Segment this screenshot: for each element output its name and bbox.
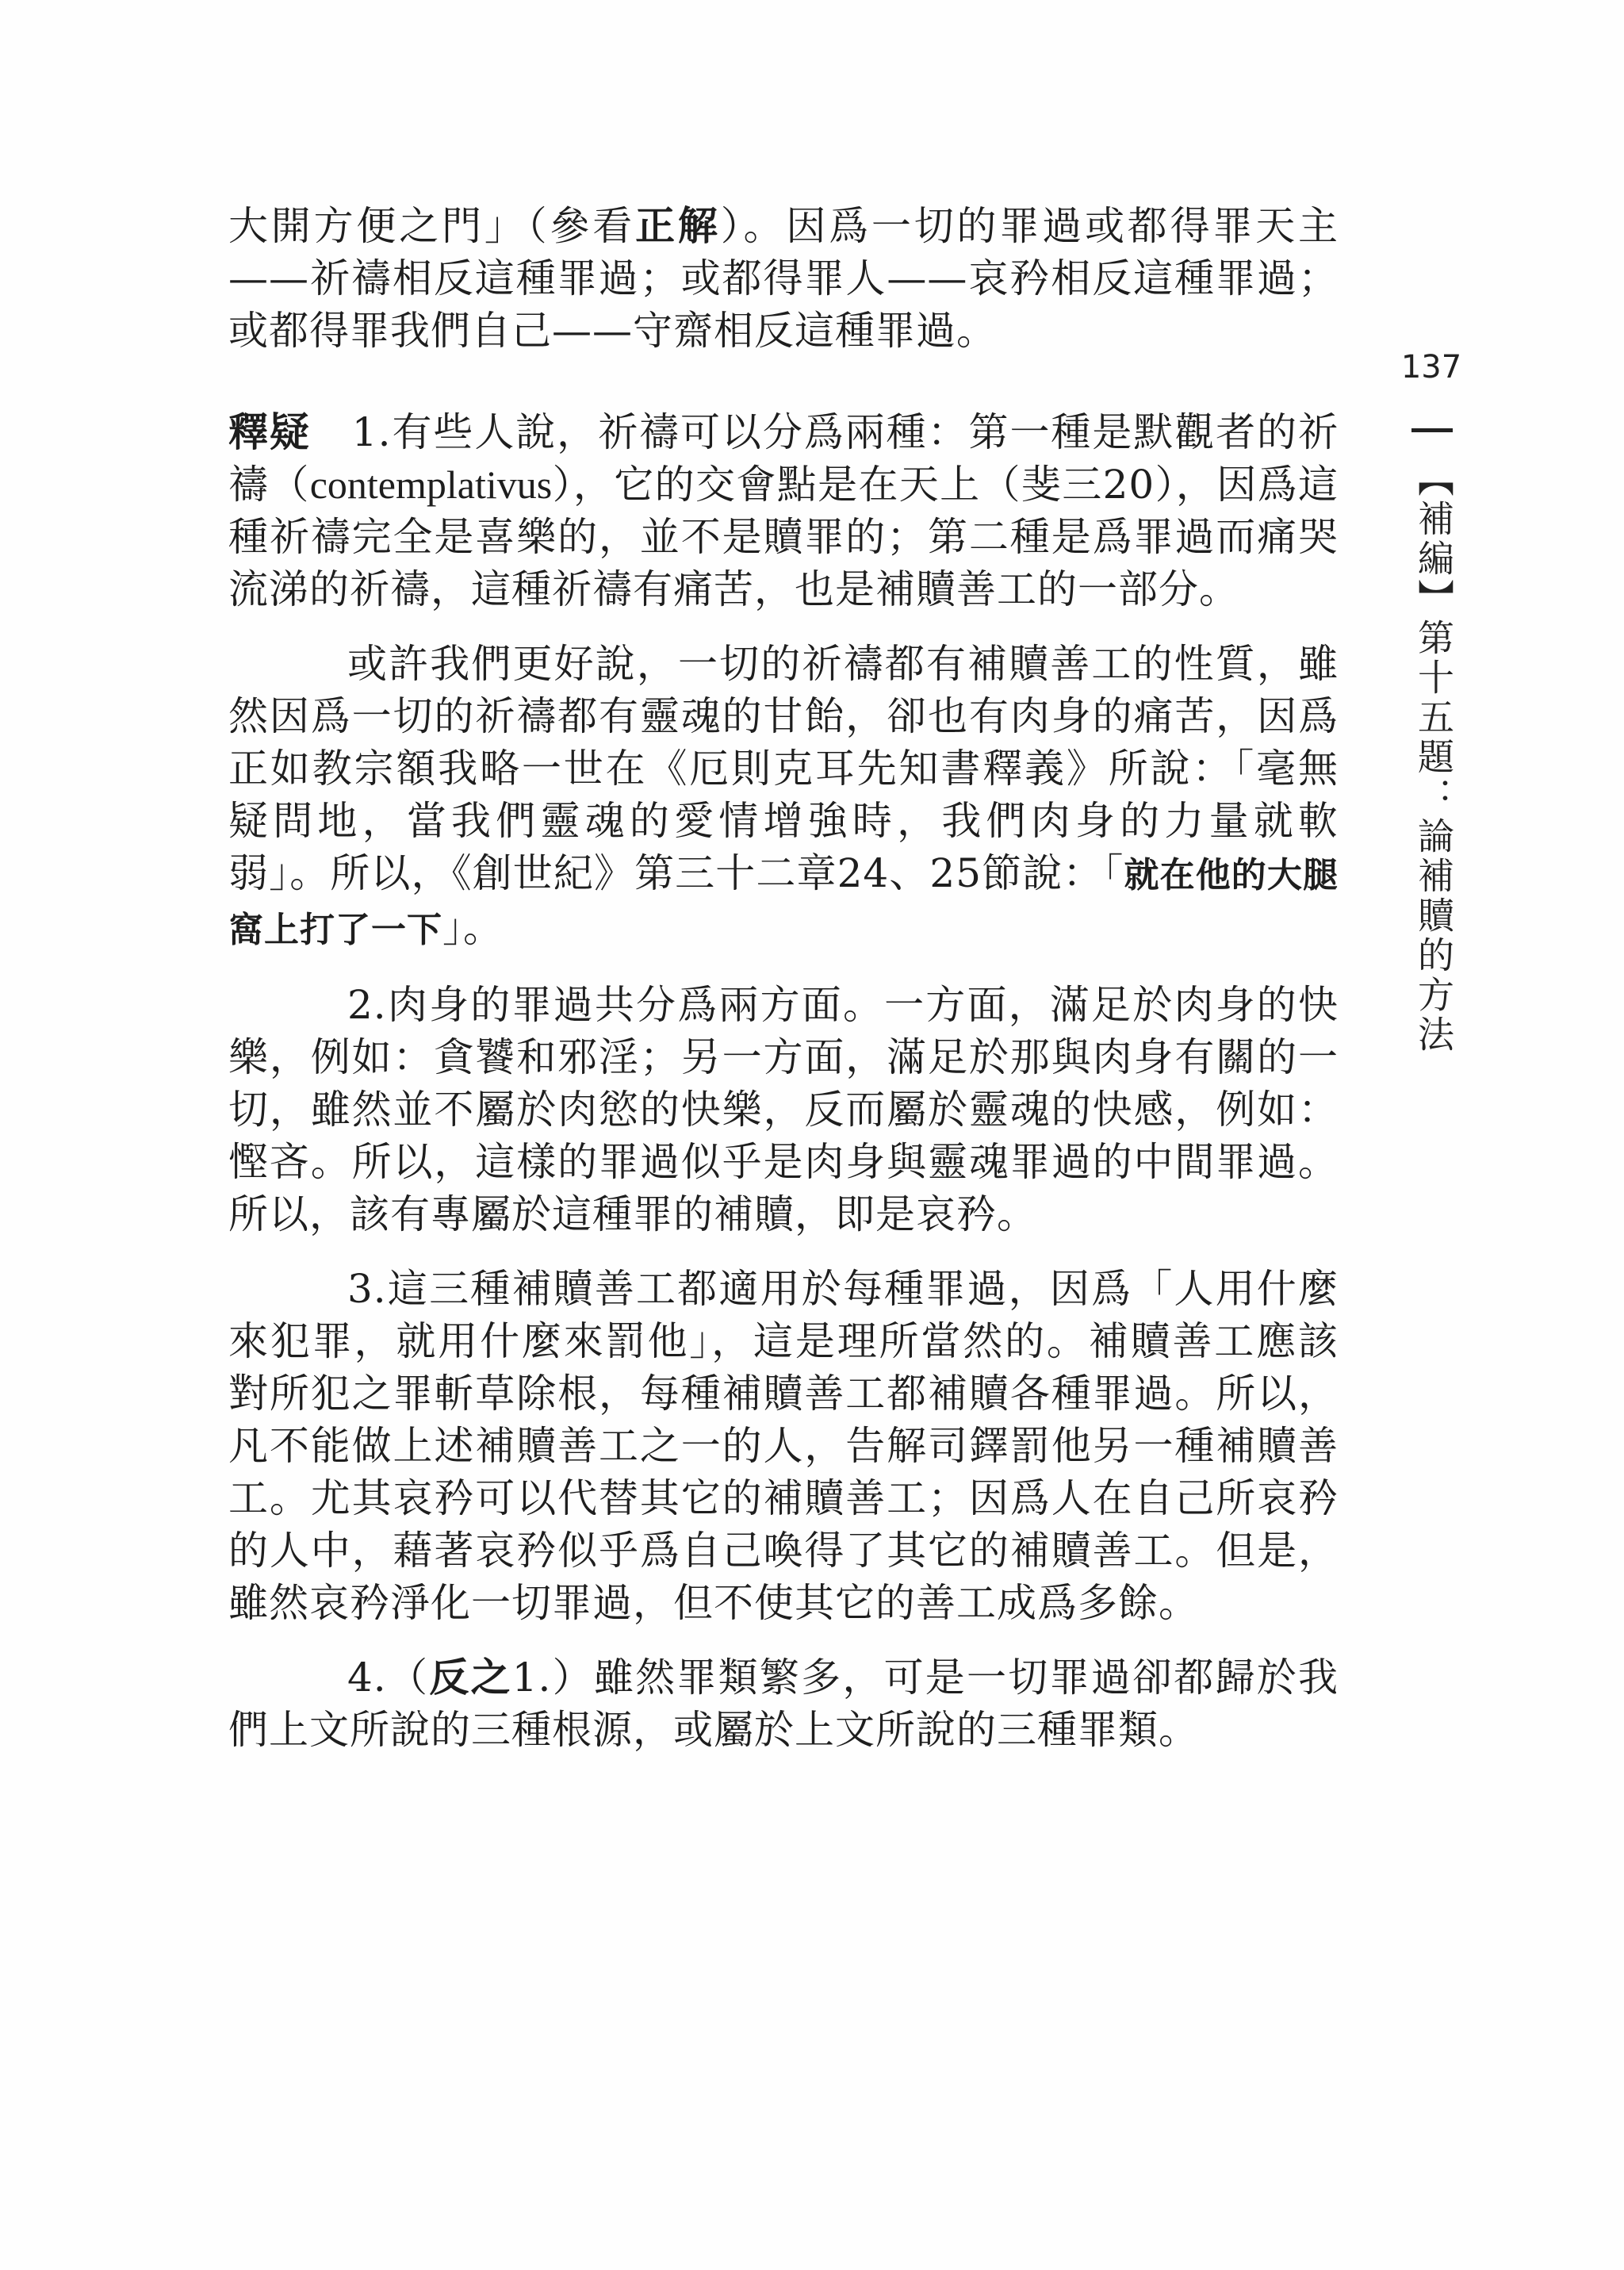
paragraph-reply-2: 2.肉身的罪過共分爲兩方面。一方面，滿足於肉身的快樂，例如：貪饕和邪淫；另一方面，滿足於那與肉身有關的一切，雖然並不屬於肉慾的快樂，反而屬於靈魂的快感，例如：慳吝。所以，這樣的罪過似乎是肉身與靈魂罪過的中間罪過。所以，該有專屬於這種罪的補贖，即是哀矜。 bbox=[228, 982, 1339, 1237]
text-span: 大開方便之門」（參看 bbox=[228, 203, 636, 249]
text-span: ）。因爲一切的罪過或都得罪天主——祈禱相反這種罪過；或都得罪人——哀矜相反這種罪過；或都得罪我們自己——守齋相反這種罪過。 bbox=[228, 203, 1339, 354]
scripture-quote: 就在他的大腿窩上打了一下 bbox=[228, 855, 1339, 950]
paragraph-reply-4 bbox=[228, 1651, 1339, 1756]
section-label: 釋疑 bbox=[228, 408, 311, 455]
text-span: 」。 bbox=[442, 905, 504, 951]
page-number: 137 bbox=[1400, 349, 1462, 385]
paragraph-reply-3: 3.這三種補贖善工都適用於每種罪過，因爲「人用什麼來犯罪，就用什麼來罰他」，這是理所當然的。補贖善工應該對所犯之罪斬草除根，每種補贖善工都補贖各種罪過。所以，凡不能做上述補贖善工之一的人，告解司鐸罰他另一種補贖善工。尤其哀矜可以代替其它的補贖善工；因爲人在自己所哀矜的人中，藉著哀矜似乎爲自己喚得了其它的補贖善工。但是，雖然哀矜淨化一切罪過，但不使其它的善工成爲多餘。 bbox=[228, 1266, 1339, 1626]
text-span: 1.有些人說，祈禱可以分爲兩種：第一種是默觀者的祈禱（ bbox=[228, 409, 1339, 508]
paragraph-reply-1-cont bbox=[228, 638, 1339, 957]
bold-term: 正解 bbox=[635, 202, 721, 249]
text-span: 1.）雖然罪類繁多，可是一切罪過卻都歸於我們上文所說的三種根源，或屬於上文所說的三種罪類。 bbox=[228, 1655, 1339, 1753]
paragraph-continued bbox=[228, 200, 1339, 357]
bold-term: 反之 bbox=[429, 1654, 512, 1701]
paragraph-reply-1 bbox=[228, 406, 1339, 615]
text-span: 4.（ bbox=[347, 1655, 430, 1701]
header-rule bbox=[1411, 428, 1453, 432]
running-head: 【補編】第十五題：論補贖的方法 bbox=[1412, 460, 1455, 1055]
text-span: ），它的交會點是在天上（斐三20），因爲這種祈禱完全是喜樂的，並不是贖罪的；第二種是爲罪過而痛哭流涕的祈禱，這種祈禱有痛苦，也是補贖善工的一部分。 bbox=[228, 462, 1339, 612]
body-text bbox=[228, 200, 1339, 1778]
text-span: 或許我們更好說，一切的祈禱都有補贖善工的性質，雖然因爲一切的祈禱都有靈魂的甘飴，卻也有肉身的痛苦，因爲正如教宗額我略一世在《厄則克耳先知書釋義》所說：「毫無疑問地，當我們靈魂的愛情增強時，我們肉身的力量就軟弱」。所以，《創世紀》第三十二章24、25節說：「 bbox=[228, 641, 1339, 896]
latin-term: contemplativus bbox=[309, 462, 553, 507]
